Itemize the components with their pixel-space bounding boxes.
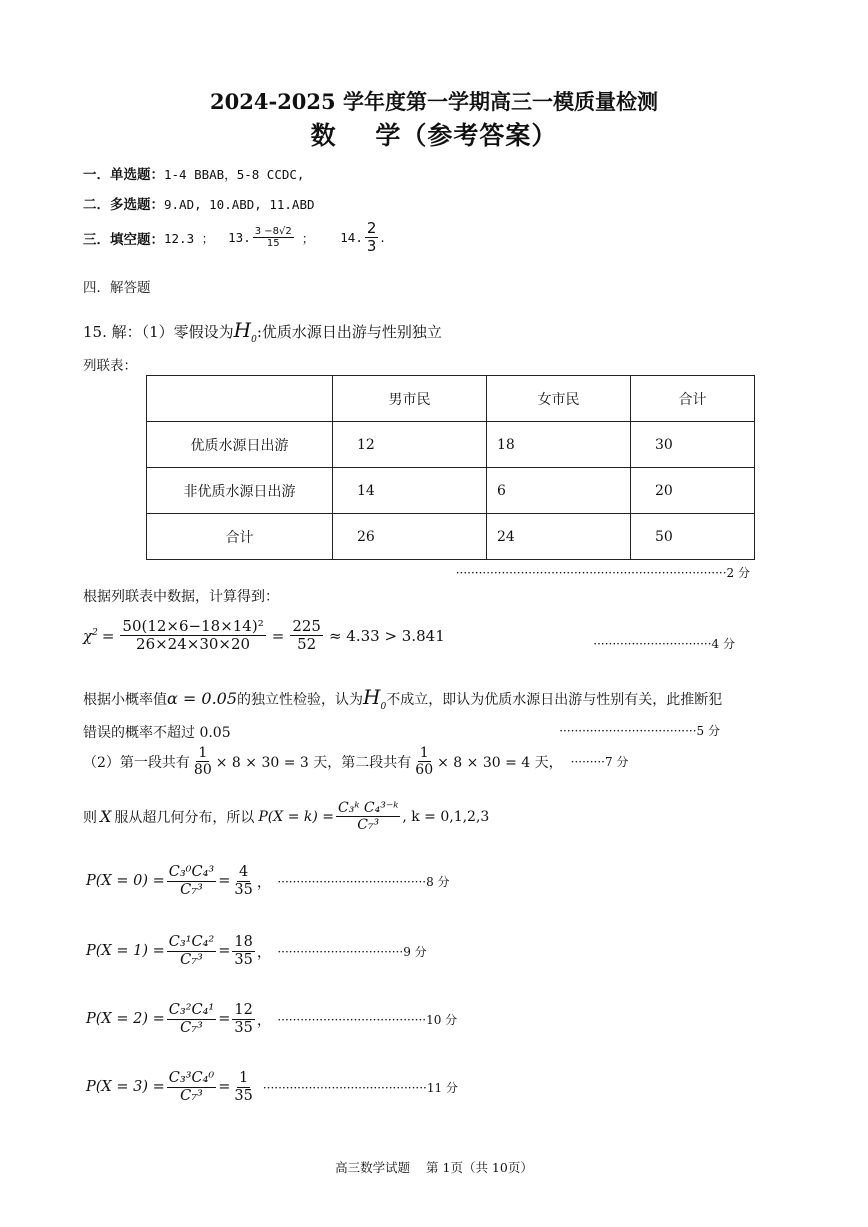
alpha-value: α = 0.05	[167, 689, 238, 708]
fraction-denominator: C₇³	[180, 1087, 203, 1104]
prob-line: P(X = 3) = $\frac{\text{C₃³C₄⁰}}{\text{C₇³}}$ = $\frac{1}{35}$ ···········································11 分	[86, 1070, 458, 1104]
dist-text: 则	[83, 809, 97, 826]
answer-14-label: 14.	[340, 230, 363, 246]
prob-lhs: P(X = 2) =	[86, 1011, 165, 1028]
chi-letter: χ	[83, 626, 93, 645]
score-marker-11: ···········································11 分	[262, 1080, 458, 1095]
table-row	[147, 468, 755, 514]
h0-letter: H	[233, 318, 252, 342]
chi-square-formula: $\chi^2$ = $\frac{\text{50(12×6−18×14)²}}{26\times 24\times 30\times 20}$ = $\frac{225}{52}$ ≈ 4.33 > 3.841	[83, 617, 445, 654]
fraction-numerator: 225	[292, 617, 321, 635]
conclusion-text: 不成立，即认为优质水源日出游与性别有关，此推断犯	[386, 692, 723, 708]
multi-choice-answers	[83, 193, 315, 213]
table-row	[147, 514, 755, 560]
answer-12: 12.3 ；	[164, 230, 215, 246]
prob-line: P(X = 0) = $\frac{\text{C₃⁰C₄³}}{\text{C₇³}}$ = $\frac{4}{35}$ ， ·······································8 分	[86, 864, 450, 898]
fraction-denominator: 35	[234, 881, 253, 898]
fraction-numerator: 3 −8√2	[254, 225, 292, 237]
chi-simplified-fraction	[290, 618, 323, 654]
h0-subscript: 0	[251, 335, 257, 345]
pmf-range: , k = 0,1,2,3	[402, 808, 490, 825]
table-cell: 24	[487, 514, 631, 560]
prob-combination-fraction	[167, 864, 216, 898]
prob-line: P(X = 1) = $\frac{\text{C₃¹C₄²}}{\text{C₇³}}$ = $\frac{18}{35}$ ， ·································9 分	[86, 934, 427, 968]
prob-tail: ，	[256, 874, 272, 891]
score-marker-7: ·········7 分	[570, 755, 629, 770]
calc-intro: 根据列联表中数据，计算得到：	[83, 589, 279, 605]
h0-subscript: 0	[380, 702, 387, 712]
fill-blank-answers	[83, 220, 385, 256]
part2-text: （2）第一段共有	[83, 754, 190, 771]
q15-intro-text: 15. 解：（1）零假设为	[83, 323, 234, 341]
fraction-denominator: 52	[297, 635, 317, 654]
table-cell: 30	[631, 422, 755, 468]
prob-value-fraction	[232, 864, 254, 898]
dist-text: 服从超几何分布，所以	[114, 809, 255, 826]
page-footer: 高三数学试题 第 1页（共 10页）	[335, 1160, 533, 1175]
prob-combination-fraction	[167, 1002, 216, 1036]
score-marker-4: ·······························4 分	[593, 637, 735, 651]
section-content: 1-4 BBAB，5-8 CCDC,	[164, 167, 305, 182]
table-cell: 50	[631, 514, 755, 560]
prob-tail: ，	[256, 944, 272, 961]
prob-line: P(X = 2) = $\frac{\text{C₃²C₄¹}}{\text{C₇³}}$ = $\frac{12}{35}$ ， ·······································10 分	[86, 1002, 458, 1036]
table-header-cell: 男市民	[333, 376, 487, 422]
single-choice-answers	[83, 163, 304, 183]
fraction-numerator: 2	[366, 219, 377, 237]
pmf-lhs: P(X = k) =	[258, 808, 334, 825]
document-subtitle: 数 学（参考答案）	[310, 121, 558, 150]
table-cell: 合计	[147, 514, 333, 560]
separator: ；	[301, 230, 315, 246]
prob-combination-fraction	[167, 934, 216, 968]
fraction-numerator: C₃³C₄⁰	[168, 1070, 215, 1086]
fraction-numerator: 1	[198, 745, 208, 761]
conclusion-line-1	[83, 685, 722, 712]
table-cell: 26	[333, 514, 487, 560]
fraction-denominator: 3	[366, 237, 377, 256]
distribution-statement	[83, 800, 489, 833]
table-header-cell	[147, 376, 333, 422]
fraction-denominator: 35	[234, 1019, 253, 1036]
part2-text: × 8 × 30 = 3 天，第二段共有	[215, 754, 412, 771]
fraction-numerator: C₃²C₄¹	[168, 1002, 215, 1018]
score-marker-10: ·······································10 分	[277, 1012, 458, 1027]
fraction-denominator: 80	[193, 762, 212, 779]
section-label: 一．单选题：	[83, 167, 164, 183]
table-cell: 12	[333, 422, 487, 468]
fraction-denominator: C₇³	[180, 951, 203, 968]
random-variable-x: X	[100, 807, 112, 827]
score-marker-2: ·······································································2 分	[455, 566, 750, 580]
table-cell: 14	[333, 468, 487, 514]
chi-fraction	[120, 618, 265, 654]
fraction-numerator: 50(12×6−18×14)²	[122, 617, 264, 635]
fraction-denominator: C₇³	[180, 1019, 203, 1036]
section-label: 三．填空题：	[83, 231, 164, 248]
fraction-numerator: 4	[238, 864, 249, 880]
table-cell: 20	[631, 468, 755, 514]
answer-13-label: 13.	[228, 230, 251, 246]
answer-14-fraction	[365, 220, 379, 256]
table-cell: 非优质水源日出游	[147, 468, 333, 514]
score-marker-8: ·······································8 分	[277, 874, 450, 889]
table-cell: 18	[487, 422, 631, 468]
conclusion-line-2: 错误的概率不超过 0.05	[83, 725, 231, 741]
fraction-numerator: C₃¹C₄²	[168, 934, 215, 950]
prob-combination-fraction	[167, 1070, 216, 1104]
period: .	[380, 229, 385, 246]
prob-value-fraction	[232, 1002, 254, 1036]
fraction-denominator: 26×24×30×20	[136, 635, 251, 654]
table-cell: 6	[487, 468, 631, 514]
h0-symbol	[233, 318, 257, 345]
table-caption: 列联表：	[83, 358, 137, 374]
prob-lhs: P(X = 0) =	[86, 873, 165, 890]
table-header-row	[147, 376, 755, 422]
fraction-numerator: 1	[419, 745, 429, 761]
fraction-denominator: 35	[234, 951, 253, 968]
table-header-cell: 女市民	[487, 376, 631, 422]
part2-fraction-2	[413, 745, 435, 778]
score-marker-5: ····································5 分	[559, 724, 720, 738]
score-marker-9: ·································9 分	[277, 944, 427, 959]
document-title: 2024-2025 学年度第一学期高三一模质量检测	[210, 89, 658, 114]
fraction-denominator: C₇³	[357, 817, 380, 834]
fraction-denominator: 35	[234, 1087, 253, 1104]
chi-result: ≈ 4.33 > 3.841	[328, 626, 445, 645]
prob-value-fraction	[232, 1070, 254, 1104]
section-label: 二．多选题：	[83, 197, 164, 213]
pmf-fraction	[336, 800, 400, 833]
fraction-denominator: 60	[415, 762, 434, 779]
fraction-numerator: 1	[238, 1070, 249, 1086]
fraction-numerator: 18	[234, 934, 253, 950]
prob-lhs: P(X = 3) =	[86, 1079, 165, 1096]
h0-letter: H	[363, 685, 381, 709]
chi-symbol: $\chi^2$	[83, 626, 98, 645]
h0-symbol	[363, 685, 387, 712]
part2-text: × 8 × 30 = 4 天，	[437, 754, 563, 771]
part2-days	[83, 745, 628, 778]
part2-fraction-1	[192, 745, 214, 778]
prob-value-fraction	[232, 934, 254, 968]
contingency-table	[146, 375, 755, 560]
conclusion-text: 根据小概率值	[83, 692, 167, 708]
table-header-cell: 合计	[631, 376, 755, 422]
fraction-numerator: C₃⁰C₄³	[168, 864, 215, 880]
table-cell: 优质水源日出游	[147, 422, 333, 468]
fraction-denominator: 15	[266, 238, 280, 250]
table-row	[147, 422, 755, 468]
q15-hypothesis	[83, 318, 442, 345]
fraction-denominator: C₇³	[180, 881, 203, 898]
q15-hypothesis-text: :优质水源日出游与性别独立	[256, 323, 442, 341]
fraction-numerator: 12	[234, 1002, 253, 1018]
answer-13-fraction	[253, 226, 294, 250]
fraction-numerator: C₃ᵏ C₄³⁻ᵏ	[338, 800, 399, 816]
prob-tail: ，	[256, 1012, 272, 1029]
conclusion-text: 的独立性检验，认为	[237, 692, 364, 708]
prob-lhs: P(X = 1) =	[86, 943, 165, 960]
section-content: 9.AD, 10.ABD, 11.ABD	[164, 197, 315, 212]
section-heading-solutions: 四．解答题	[83, 280, 151, 296]
